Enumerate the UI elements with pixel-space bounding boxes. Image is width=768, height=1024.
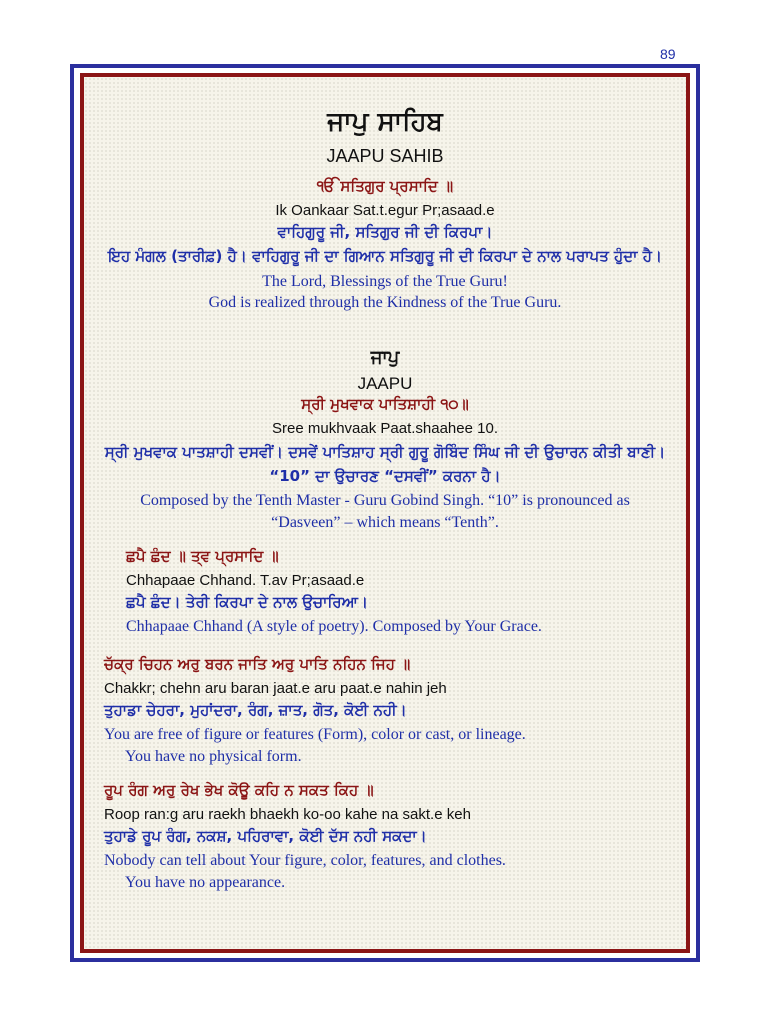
outer-frame: [70, 64, 700, 962]
invocation-translit: Ik Oankaar Sat.t.egur Pr;asaad.e: [275, 202, 495, 219]
jaapu-roman: JAAPU: [357, 374, 413, 393]
verse1-english-1: You are free of figure or features (Form), color or cast, or lineage.: [104, 726, 526, 743]
verse1-gurmukhi: ਚੱਕ੍ਰ ਚਿਹਨ ਅਰੁ ਬਰਨ ਜਾਤਿ ਅਰੁ ਪਾਤਿ ਨਹਿਨ ਜਿਹ ॥: [104, 655, 411, 673]
inner-frame: [80, 73, 690, 953]
page-number: 89: [660, 46, 676, 62]
jaapu-gurmukhi: ਜਾਪੁ: [370, 347, 400, 368]
verse2-english-1: Nobody can tell about Your figure, color, features, and clothes.: [104, 852, 506, 869]
chhand-meaning-punjabi: ਛਪੈ ਛੰਦ। ਤੇਰੀ ਕਿਰਪਾ ਦੇ ਨਾਲ ਉਚਾਰਿਆ।: [126, 593, 369, 611]
jaapu-english-1: Composed by the Tenth Master - Guru Gobind Singh. “10” is pronounced as: [140, 492, 630, 509]
verse2-english-2: You have no appearance.: [125, 874, 286, 891]
mukhvaak-gurmukhi: ਸ੍ਰੀ ਮੁਖਵਾਕ ਪਾਤਿਸ਼ਾਹੀ ੧੦॥: [301, 395, 469, 413]
invocation-gurmukhi: ੴ ਸਤਿਗੁਰ ਪ੍ਰਸਾਦਿ ॥: [316, 177, 454, 195]
title-roman: JAAPU SAHIB: [326, 146, 444, 166]
invocation-english-2: God is realized through the Kindness of the True Guru.: [208, 294, 562, 311]
verse1-translit: Chakkr; chehn aru baran jaat.e aru paat.e nahin jeh: [104, 680, 447, 697]
mukhvaak-translit: Sree mukhvaak Paat.shaahee 10.: [272, 420, 498, 437]
chhand-translit: Chhapaae Chhand. T.av Pr;asaad.e: [126, 572, 365, 589]
invocation-english-1: The Lord, Blessings of the True Guru!: [262, 273, 508, 290]
invocation-meaning-punjabi: ਵਾਹਿਗੁਰੂ ਜੀ, ਸਤਿਗੁਰ ਜੀ ਦੀ ਕਿਰਪਾ।: [277, 223, 493, 241]
verse1-english-2: You have no physical form.: [125, 748, 302, 765]
verse2-translit: Roop ran:g aru raekh bhaekh ko-oo kahe na sakt.e keh: [104, 806, 471, 823]
chhand-english: Chhapaae Chhand (A style of poetry). Composed by Your Grace.: [126, 618, 542, 635]
chhand-gurmukhi: ਛਪੈ ਛੰਦ ॥ ਤ੍ਵ ਪ੍ਰਸਾਦਿ ॥: [126, 547, 279, 565]
jaapu-explanation-punjabi-1: ਸ੍ਰੀ ਮੁਖਵਾਕ ਪਾਤਸ਼ਾਹੀ ਦਸਵੀਂ। ਦਸਵੇਂ ਪਾਤਿਸ਼ਾਹ ਸ੍ਰੀ ਗੁਰੂ ਗੋਬਿੰਦ ਸਿੰਘ ਜੀ ਦੀ ਉਚਾਰਨ ਕੀਤੀ ਬਾਣੀ।: [104, 443, 666, 461]
invocation-explanation-punjabi: ਇਹ ਮੰਗਲ (ਤਾਰੀਫ਼) ਹੈ। ਵਾਹਿਗੁਰੂ ਜੀ ਦਾ ਗਿਆਨ ਸਤਿਗੁਰੂ ਜੀ ਦੀ ਕਿਰਪਾ ਦੇ ਨਾਲ ਪਰਾਪਤ ਹੁੰਦਾ ਹੈ।: [107, 247, 663, 265]
page-content: [98, 95, 672, 939]
verse1-meaning-punjabi: ਤੁਹਾਡਾ ਚੇਹਰਾ, ਮੁਹਾਂਦਰਾ, ਰੰਗ, ਜ਼ਾਤ, ਗੋਤ, ਕੋਈ ਨਹੀ।: [104, 701, 407, 719]
title-gurmukhi: ਜਾਪੁ ਸਾਹਿਬ: [327, 107, 443, 137]
verse2-gurmukhi: ਰੂਪ ਰੰਗ ਅਰੁ ਰੇਖ ਭੇਖ ਕੋਊ ਕਹਿ ਨ ਸਕਤ ਕਿਹ ॥: [104, 781, 374, 799]
verse2-meaning-punjabi: ਤੁਹਾਡੇ ਰੂਪ ਰੰਗ, ਨਕਸ਼, ਪਹਿਰਾਵਾ, ਕੋਈ ਦੱਸ ਨਹੀ ਸਕਦਾ।: [104, 827, 427, 845]
jaapu-explanation-punjabi-2: “10” ਦਾ ਉਚਾਰਣ “ਦਸਵੀਂ” ਕਰਨਾ ਹੈ।: [269, 467, 501, 485]
jaapu-english-2: “Dasveen” – which means “Tenth”.: [271, 514, 499, 531]
